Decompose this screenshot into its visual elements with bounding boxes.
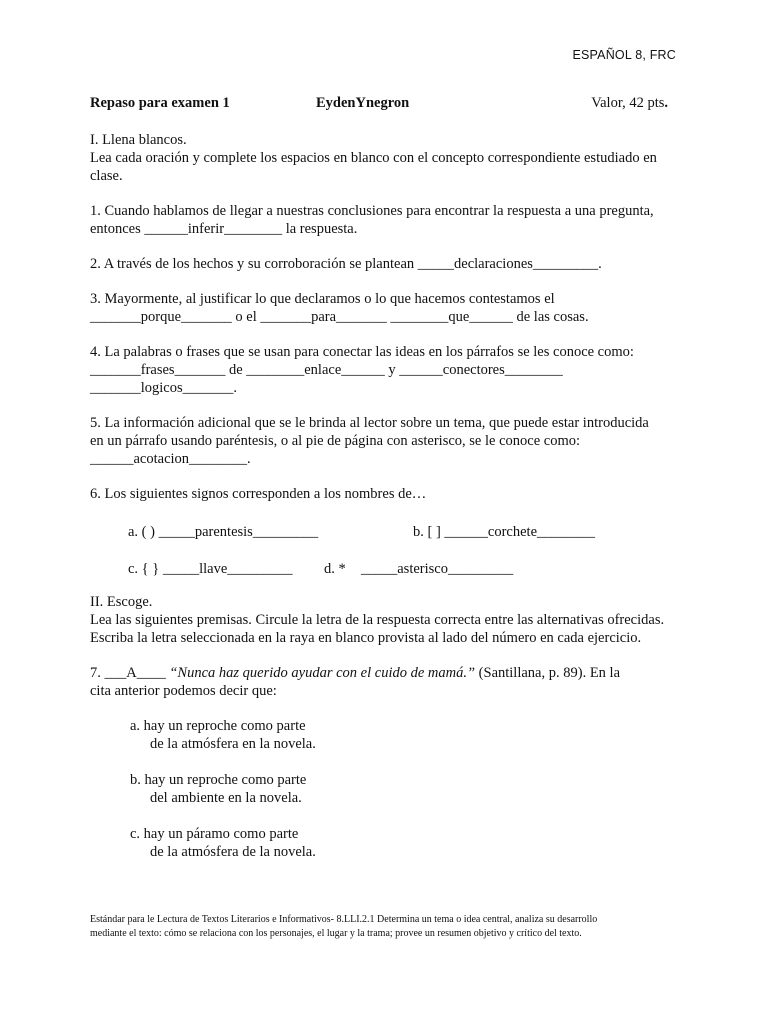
question-6-option-a: a. ( ) _____parentesis_________ bbox=[128, 524, 319, 540]
question-4-line-3: _______logicos_______. bbox=[90, 380, 238, 396]
worksheet-title: Repaso para examen 1 bbox=[90, 95, 230, 111]
question-7-line-1 bbox=[90, 664, 680, 682]
question-6-option-b: b. [ ] ______corchete________ bbox=[413, 524, 596, 540]
question-4-line-1: 4. La palabras o frases que se usan para conectar las ideas en los párrafos se les conoce como: bbox=[90, 344, 634, 360]
question-6-stem: 6. Los siguientes signos corresponden a los nombres de… bbox=[90, 486, 427, 502]
question-1-line-1: 1. Cuando hablamos de llegar a nuestras conclusiones para encontrar la respuesta a una pregunta, bbox=[90, 203, 654, 219]
section-2 bbox=[90, 593, 680, 647]
question-7-source: (Santillana, p. 89). En la bbox=[475, 665, 621, 681]
question-6 bbox=[90, 485, 680, 580]
question-2-text: 2. A través de los hechos y su corroboración se plantean _____declaraciones_________. bbox=[90, 256, 602, 272]
section-2-instructions: Lea las siguientes premisas. Circule la letra de la respuesta correcta entre las alternativas ofrecidas. Escriba la letra seleccionada en la raya en blanco provista al lado del número en cada ejercicio. bbox=[90, 612, 665, 646]
question-3-line-1: 3. Mayormente, al justificar lo que declaramos o lo que hacemos contestamos el bbox=[90, 291, 555, 307]
question-6-row-2 bbox=[90, 560, 680, 580]
section-2-heading: II. Escoge. bbox=[90, 594, 153, 610]
student-name: EydenYnegron bbox=[316, 95, 410, 111]
question-1 bbox=[90, 202, 680, 238]
question-5-line-2: en un párrafo usando paréntesis, o al pie de página con asterisco, se le conoce como: bbox=[90, 433, 580, 449]
question-3-line-2: _______porque_______ o el _______para_______ ________que______ de las cosas. bbox=[90, 309, 589, 325]
point-value-period: . bbox=[664, 95, 668, 111]
question-7-option-a bbox=[130, 717, 680, 753]
question-6-option-d-answer: _____asterisco_________ bbox=[361, 561, 514, 577]
standard-footnote-line-2: mediante el texto: cómo se relaciona con los personajes, el lugar y la trama; provee un resumen objetivo y crítico del texto. bbox=[90, 928, 582, 939]
standard-footnote-line-1: Estándar para le Lectura de Textos Literarios e Informativos- 8.LLI.2.1 Determina un tema o idea central, analiza su desarrollo bbox=[90, 914, 598, 925]
course-label: ESPAÑOL 8, FRC bbox=[572, 48, 676, 62]
question-7-option-b-line-1: b. hay un reproche como parte bbox=[130, 772, 307, 788]
question-7-option-b bbox=[130, 771, 680, 807]
question-5 bbox=[90, 414, 680, 468]
question-7-line-2: cita anterior podemos decir que: bbox=[90, 683, 277, 699]
question-5-line-3: ______acotacion________. bbox=[90, 451, 251, 467]
question-6-row-1 bbox=[90, 523, 680, 543]
question-5-line-1: 5. La información adicional que se le brinda al lector sobre un tema, que puede estar introducida bbox=[90, 415, 649, 431]
section-1-heading: I. Llena blancos. bbox=[90, 132, 187, 148]
question-6-option-d-sign: d. * bbox=[324, 561, 346, 577]
question-7-option-a-line-1: a. hay un reproche como parte bbox=[130, 718, 306, 734]
question-7-option-c-line-2: de la atmósfera de la novela. bbox=[150, 844, 316, 860]
question-1-line-2: entonces ______inferir________ la respuesta. bbox=[90, 221, 358, 237]
question-3 bbox=[90, 290, 680, 326]
question-4-line-2: _______frases_______ de ________enlace______ y ______conectores________ bbox=[90, 362, 563, 378]
question-7-answer-blank: 7. ___A____ bbox=[90, 665, 166, 681]
point-value-text: Valor, 42 pts bbox=[591, 95, 665, 111]
question-6-option-c: c. { } _____llave_________ bbox=[128, 561, 293, 577]
question-4 bbox=[90, 343, 680, 397]
standard-footnote bbox=[90, 913, 690, 941]
question-7-option-b-line-2: del ambiente en la novela. bbox=[150, 790, 302, 806]
section-1 bbox=[90, 131, 680, 185]
question-7-option-c-line-1: c. hay un páramo como parte bbox=[130, 826, 299, 842]
question-7-quote: “Nunca haz querido ayudar con el cuido de mamá.” bbox=[169, 665, 476, 681]
question-2 bbox=[90, 255, 680, 273]
worksheet-header bbox=[90, 94, 680, 114]
question-7-option-a-line-2: de la atmósfera en la novela. bbox=[150, 736, 316, 752]
question-7 bbox=[90, 664, 680, 861]
point-value bbox=[591, 94, 668, 112]
question-7-option-c bbox=[130, 825, 680, 861]
section-1-instructions: Lea cada oración y complete los espacios en blanco con el concepto correspondiente estudiado en clase. bbox=[90, 150, 657, 184]
worksheet bbox=[90, 94, 680, 861]
